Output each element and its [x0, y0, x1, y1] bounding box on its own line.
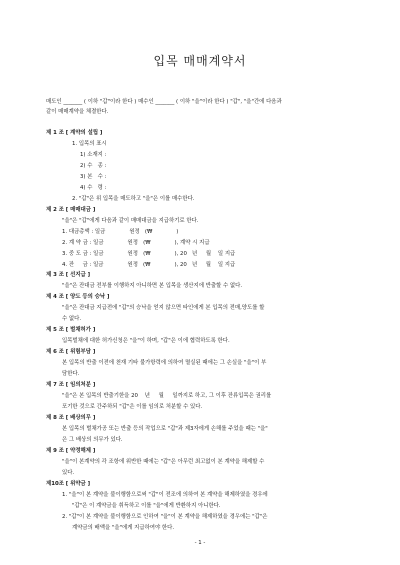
article-2-line: 4. 잔 금 : 일금 원정 (₩ ), 20 년 월 일 지급: [62, 262, 236, 268]
article-2-line: 2. 계 약 금 : 일금 원정 (₩ ), 계약 시 지급: [62, 240, 210, 246]
document-title: 입목 매매계약서: [153, 54, 247, 68]
article-7-heading: 제 7 조 [ 임의처분 ]: [46, 382, 96, 388]
article-6-heading: 제 6 조 [ 위험부담 ]: [46, 349, 96, 355]
article-4-line: "을"은 잔대금 지급전에 "갑"의 승낙을 얻지 않으면 타인에게 본 입목의 전매,양도를 할: [62, 305, 265, 311]
article-1-line: 1. 입목의 표시: [72, 141, 107, 147]
article-9-heading: 제 9 조 [ 약정해제 ]: [46, 448, 96, 454]
article-3-line: "을"은 잔대금 전부를 이행하지 아니하면 본 입목을 생산지에 반출할 수 없다.: [62, 283, 243, 289]
article-2-line: 3. 중 도 금 : 일금 원정 (₩ ), 20 년 월 일 지급: [62, 251, 236, 257]
article-2-line: 1. 대금총액 : 일금 원정 (₩ ): [62, 229, 179, 235]
article-9-line: 있다.: [62, 470, 75, 476]
article-1-line: 3) 본 수 :: [80, 174, 107, 180]
article-1-line: 4) 수 령 :: [80, 185, 107, 191]
article-8-heading: 제 8 조 [ 배상의무 ]: [46, 415, 96, 421]
article-5-line: 입목벌채에 대한 허가신청은 "을"이 하며, "갑"은 이에 협력하도록 한다.: [62, 338, 230, 344]
article-1-line: 2. "갑"은 위 입목을 매도하고 "을"은 이를 매수한다.: [72, 196, 195, 202]
article-7-line: 포기한 것으로 간주하되 "갑"은 이를 임의로 처분할 수 있다.: [62, 404, 203, 410]
article-1-line: 1) 소재지 :: [80, 152, 107, 158]
article-6-line: 담한다.: [62, 371, 80, 377]
article-3-heading: 제 3 조 [ 선지급 ]: [46, 272, 91, 278]
article-2-heading: 제 2 조 [ 매매대금 ]: [46, 207, 96, 213]
article-1-heading: 제 1 조 [ 계약의 설립 ]: [46, 130, 103, 136]
article-9-line: "을"이 본계약의 각 조항에 위반한 때에는 "갑"은 아무런 최고없이 본 계약을 해제할 수: [62, 459, 265, 465]
article-6-line: 본 입목의 반출 이전에 천재 기타 불가항력에 의하여 멸실된 때에는 그 손실을 "을"이 부: [62, 360, 267, 366]
article-4-heading: 제 4 조 [ 양도 등의 승낙 ]: [46, 294, 110, 300]
intro-line-2: 같이 매매계약을 체결한다.: [46, 109, 109, 115]
article-7-line: "을"은 본 입목의 반출기한을 20 년 월 일까지로 하고, 그 이후 잔류입목은 권리를: [62, 393, 272, 399]
article-8-line: 은 그 배상의 의무가 있다.: [62, 437, 123, 443]
intro-line-1: 매도인 _______ ( 이하 "갑"이라 한다 ) 매수인 _______ ( 이하 "을"이라 한다 ) "갑", "을"간에 다음과: [46, 99, 282, 105]
article-4-line: 수 없다.: [62, 316, 82, 322]
article-5-heading: 제 5 조 [ 벌채허가 ]: [46, 327, 96, 333]
article-1-line: 2) 수 종 :: [80, 163, 107, 169]
article-10-line: 계약금의 배액을 "을"에게 지급하여야 한다.: [72, 525, 175, 531]
article-10-line: 1. "을"이 본 계약을 불이행함으로써 "갑"이 전조에 의하여 본 계약을 해제하였을 경우에: [62, 492, 268, 498]
article-10-line: "갑"은 이 계약금을 취득하고 이를 "을"에게 반환하지 아니한다.: [72, 503, 221, 509]
article-8-line: 본 입목의 벌채가공 또는 반출 등의 작업으로 "갑"과 제3자에게 손해를 주었을 때는 "을": [62, 426, 268, 432]
article-10-line: 2. "갑"이 본 계약을 불이행함으로 인하여 "을"이 본 계약을 해제하였을 경우에는 "갑"은: [62, 514, 268, 520]
page-number: - 1 -: [194, 540, 206, 546]
article-10-heading: 제10조 [ 위약금 ]: [46, 481, 91, 487]
article-2-line: "을"은 "갑"에게 다음과 같이 매매대금을 지급하기로 한다.: [62, 218, 199, 224]
